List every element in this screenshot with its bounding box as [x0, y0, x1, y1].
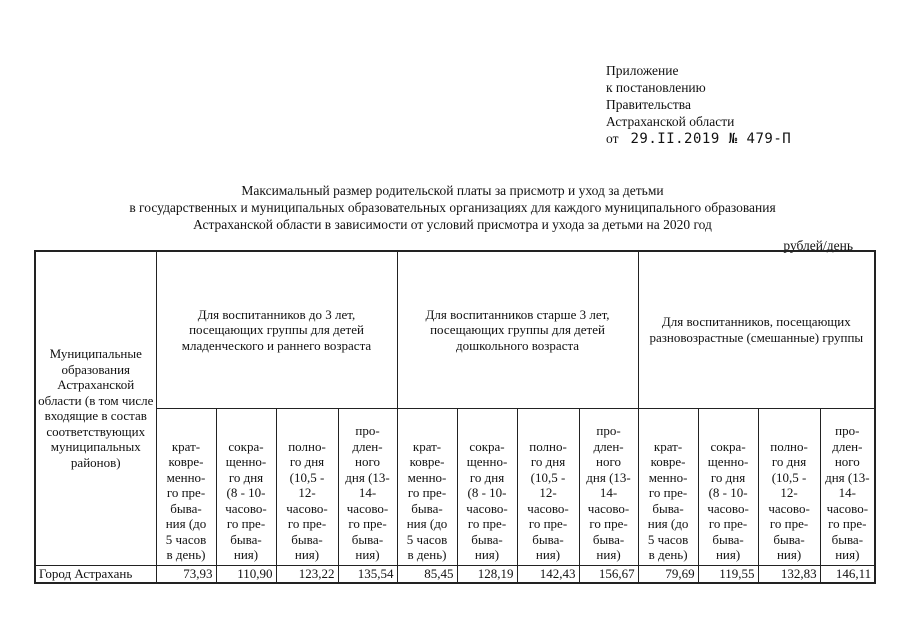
- fee-cell: 79,69: [638, 565, 698, 583]
- appendix-block: [606, 62, 791, 148]
- group-header-under-3: Для воспитанников до 3 лет, посещающих группы для детей младенческого и раннего возраста: [156, 251, 397, 408]
- subheader-shortened-day: сокра- щенно- го дня (8 - 10- часово- го пре- быва- ния): [216, 408, 276, 565]
- group-header-over-3: Для воспитанников старше 3 лет, посещающих группы для детей дошкольного возраста: [397, 251, 638, 408]
- table-row: [35, 565, 875, 583]
- subheader-extended-day: про- длен- ного дня (13- 14- часово- го пре- быва- ния): [820, 408, 875, 565]
- row-municipality-name: Город Астрахань: [35, 565, 156, 583]
- subheader-shortened-day: сокра- щенно- го дня (8 - 10- часово- го пре- быва- ния): [698, 408, 758, 565]
- fee-cell: 146,11: [820, 565, 875, 583]
- appendix-date-row: [606, 130, 791, 148]
- title-line: в государственных и муниципальных образовательных организациях для каждого муниципального образования: [129, 200, 776, 215]
- title-line: Максимальный размер родительской платы за присмотр и уход за детьми: [241, 183, 664, 198]
- decree-date-number: 29.II.2019 № 479-П: [630, 131, 792, 147]
- appendix-line: к постановлению: [606, 80, 706, 95]
- subheader-full-day: полно- го дня (10,5 - 12- часово- го пре- быва- ния): [276, 408, 338, 565]
- group-header-mixed: Для воспитанников, посещающих разновозрастные (смешанные) группы: [638, 251, 875, 408]
- title-line: Астраханской области в зависимости от условий присмотра и ухода за детьми на 2020 год: [193, 217, 712, 232]
- municipality-header-text: Муниципальные образования Астраханской области (в том числе входящие в состав соответствующих муниципальных районов): [38, 346, 154, 470]
- fee-cell: 128,19: [457, 565, 517, 583]
- document-title: [0, 182, 905, 233]
- fee-cell: 85,45: [397, 565, 457, 583]
- subheader-extended-day: про- длен- ного дня (13- 14- часово- го пре- быва- ния): [579, 408, 638, 565]
- municipality-header: [35, 251, 156, 565]
- from-label: от: [606, 131, 619, 146]
- appendix-line: Правительства: [606, 97, 691, 112]
- unit-label: рублей/день: [783, 238, 853, 253]
- fee-cell: 135,54: [338, 565, 397, 583]
- subheader-short-stay: крат- ковре- менно- го пре- быва- ния (до 5 часов в день): [397, 408, 457, 565]
- fee-cell: 123,22: [276, 565, 338, 583]
- subheader-full-day: полно- го дня (10,5 - 12- часово- го пре- быва- ния): [517, 408, 579, 565]
- fee-table: [34, 250, 876, 584]
- appendix-line: Астраханской области: [606, 114, 735, 129]
- subheader-short-stay: крат- ковре- менно- го пре- быва- ния (до 5 часов в день): [638, 408, 698, 565]
- fee-cell: 142,43: [517, 565, 579, 583]
- fee-cell: 110,90: [216, 565, 276, 583]
- subheader-full-day: полно- го дня (10,5 - 12- часово- го пре- быва- ния): [758, 408, 820, 565]
- appendix-line: Приложение: [606, 63, 679, 78]
- subheader-shortened-day: сокра- щенно- го дня (8 - 10- часово- го пре- быва- ния): [457, 408, 517, 565]
- fee-cell: 73,93: [156, 565, 216, 583]
- subheader-short-stay: крат- ковре- менно- го пре- быва- ния (до 5 часов в день): [156, 408, 216, 565]
- fee-cell: 119,55: [698, 565, 758, 583]
- fee-cell: 132,83: [758, 565, 820, 583]
- subheader-extended-day: про- длен- ного дня (13- 14- часово- го пре- быва- ния): [338, 408, 397, 565]
- fee-cell: 156,67: [579, 565, 638, 583]
